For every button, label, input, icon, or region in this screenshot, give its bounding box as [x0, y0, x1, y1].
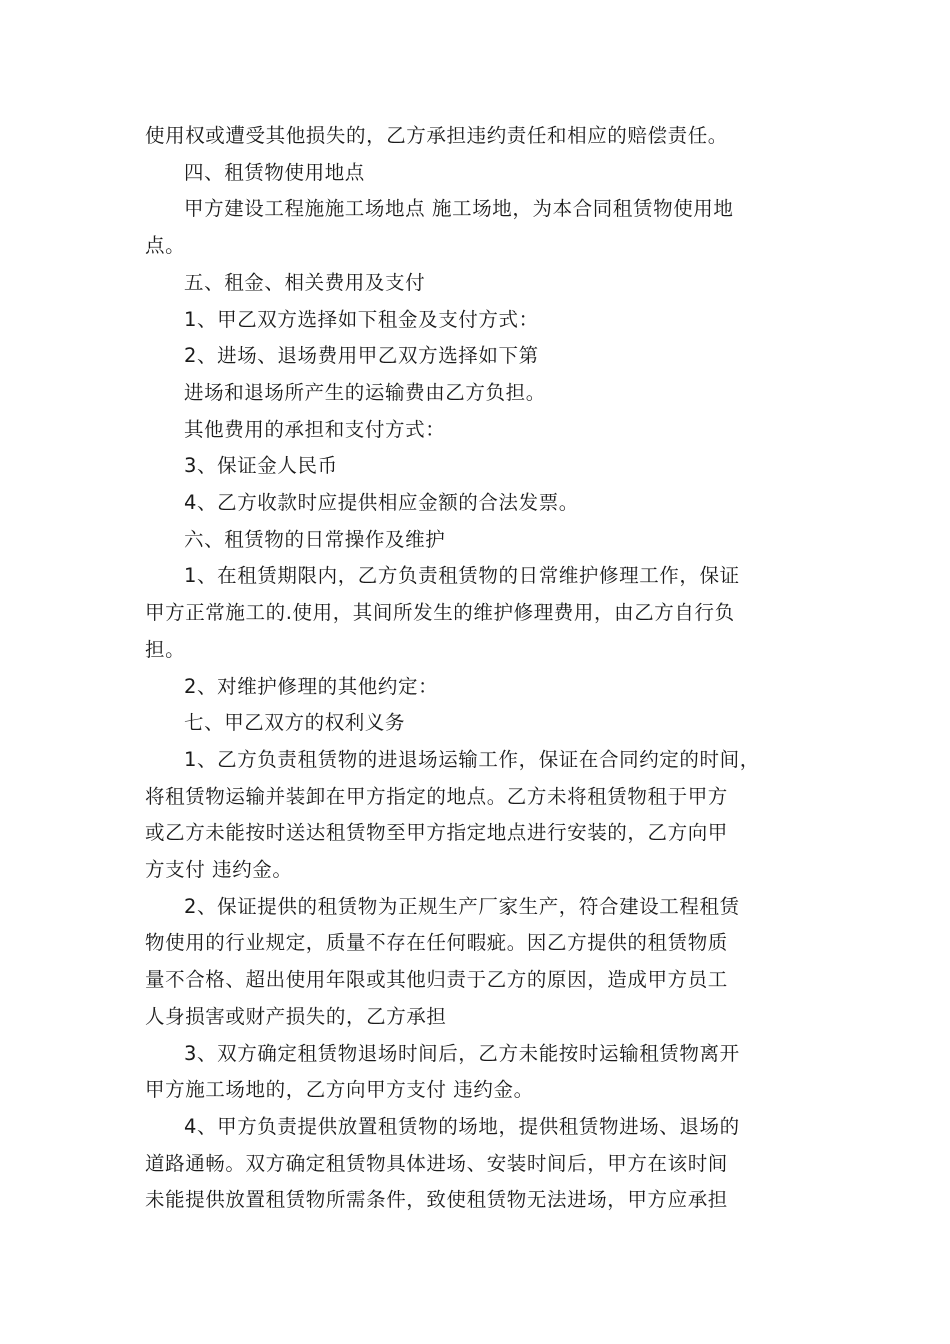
paragraph: [145, 485, 825, 522]
paragraph: [145, 375, 825, 412]
paragraph: [145, 742, 825, 889]
text-line: 4、甲方负责提供放置租赁物的场地，提供租赁物进场、退场的: [184, 1114, 740, 1138]
text-line: 六、租赁物的日常操作及维护: [184, 527, 446, 551]
paragraph: [145, 118, 825, 155]
text-line: 甲方施工场地的，乙方向甲方支付 违约金。: [145, 1078, 534, 1102]
paragraph: [145, 889, 825, 1036]
paragraph: [145, 155, 825, 192]
paragraph: [145, 558, 825, 668]
text-line: 五、租金、相关费用及支付: [184, 270, 426, 294]
text-line: 四、租赁物使用地点: [184, 160, 365, 184]
paragraph: [145, 705, 825, 742]
text-line: 进场和退场所产生的运输费由乙方负担。: [184, 380, 546, 404]
paragraph: [145, 412, 825, 449]
paragraph: [145, 448, 825, 485]
text-line: 担。: [145, 637, 186, 661]
text-line: 方支付 违约金。: [145, 858, 293, 882]
text-line: 3、保证金人民币: [184, 454, 338, 478]
text-line: 3、双方确定租赁物退场时间后，乙方未能按时运输租赁物离开: [184, 1041, 740, 1065]
paragraph: [145, 1036, 825, 1109]
text-line: 2、对维护修理的其他约定：: [184, 674, 439, 698]
paragraph: [145, 338, 825, 375]
text-line: 人身损害或财产损失的，乙方承担: [145, 1004, 447, 1028]
text-line: 其他费用的承担和支付方式：: [184, 417, 446, 441]
text-line: 将租赁物运输并装卸在甲方指定的地点。乙方未将租赁物租于甲方: [145, 784, 728, 808]
text-line: 甲方正常施工的.使用，其间所发生的维护修理费用，由乙方自行负: [145, 601, 735, 625]
text-line: 2、保证提供的租赁物为正规生产厂家生产，符合建设工程租赁: [184, 894, 740, 918]
paragraph: [145, 191, 825, 264]
paragraph: [145, 669, 825, 706]
text-line: 使用权或遭受其他损失的，乙方承担违约责任和相应的赔偿责任。: [145, 124, 728, 147]
text-line: 量不合格、超出使用年限或其他归责于乙方的原因，造成甲方员工: [145, 968, 728, 992]
paragraph: [145, 265, 825, 302]
text-line: 道路通畅。双方确定租赁物具体进场、安装时间后，甲方在该时间: [145, 1151, 728, 1175]
text-line: 点。: [145, 234, 186, 258]
text-line: 物使用的行业规定，质量不存在任何暇疵。因乙方提供的租赁物质: [145, 931, 728, 955]
paragraph: [145, 1109, 825, 1219]
text-line: 2、进场、退场费用甲乙双方选择如下第: [184, 344, 539, 368]
text-line: 4、乙方收款时应提供相应金额的合法发票。: [184, 491, 579, 515]
text-line: 1、在租赁期限内，乙方负责租赁物的日常维护修理工作，保证: [184, 564, 740, 588]
paragraph: [145, 522, 825, 559]
text-line: 未能提供放置租赁物所需条件，致使租赁物无法进场，甲方应承担: [145, 1188, 728, 1212]
document-body: [145, 118, 825, 1219]
paragraph: [145, 302, 825, 339]
text-line: 1、甲乙双方选择如下租金及支付方式：: [184, 307, 539, 331]
text-line: 或乙方未能按时送达租赁物至甲方指定地点进行安装的，乙方向甲: [145, 821, 728, 845]
text-line: 1、乙方负责租赁物的进退场运输工作，保证在合同约定的时间，: [184, 747, 760, 771]
text-line: 甲方建设工程施施工场地点 施工场地，为本合同租赁物使用地: [184, 197, 734, 221]
text-line: 七、甲乙双方的权利义务: [184, 711, 406, 735]
